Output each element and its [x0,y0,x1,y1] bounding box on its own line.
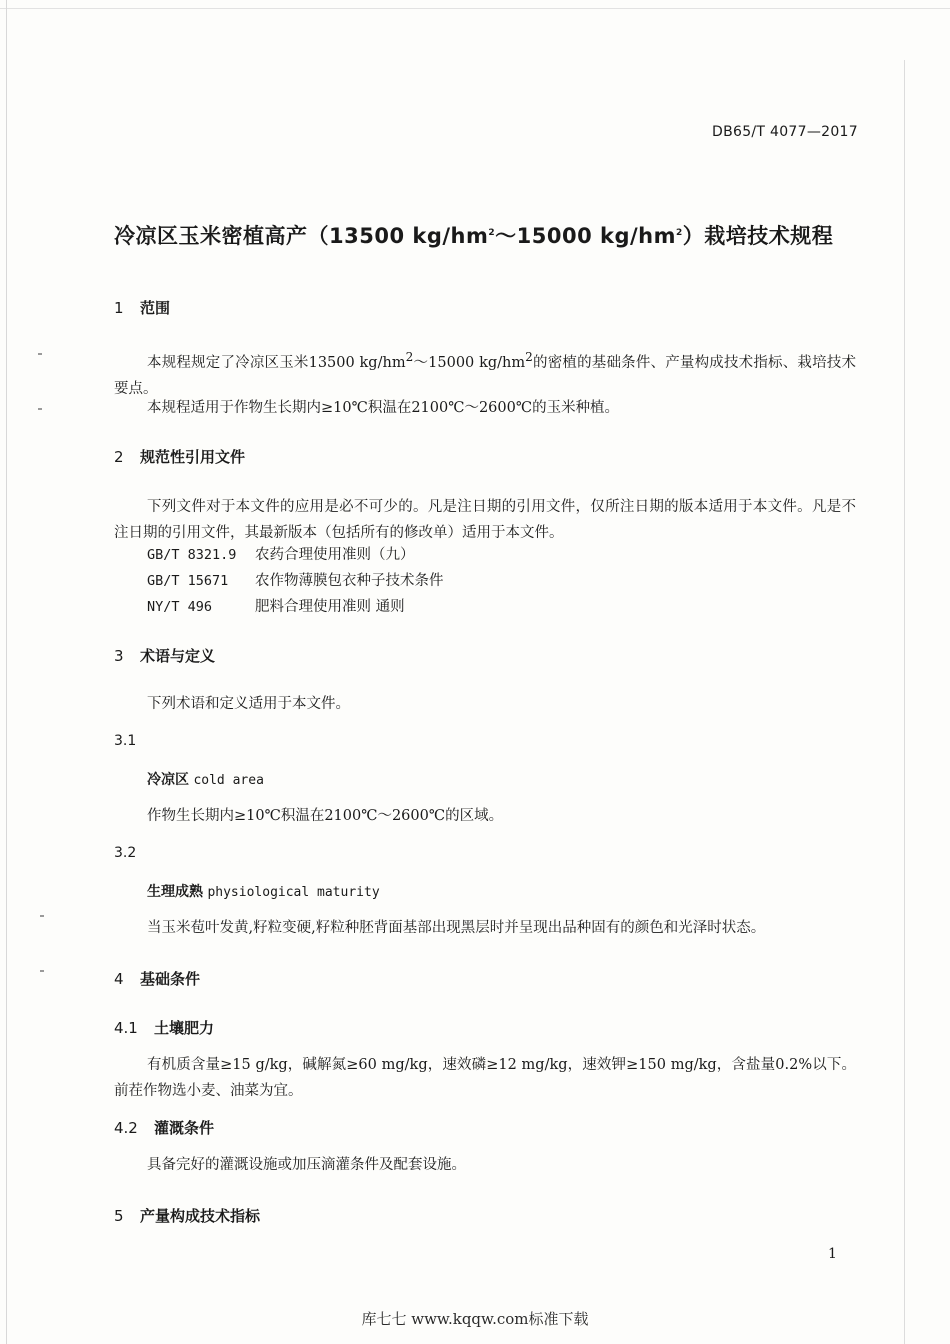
subsection-4-2-heading [114,1117,214,1138]
section-number: 5 [114,1207,124,1225]
subsection-4-1-paragraph: 有机质含量≥15 g/kg，碱解氮≥60 mg/kg，速效磷≥12 mg/kg，速效钾≥150 mg/kg，含盐量0.2%以下。前茬作物选小麦、油菜为宜。 [114,1057,856,1099]
page-edge-top [0,8,950,9]
section-2-paragraph: 下列文件对于本文件的应用是必不可少的。凡是注日期的引用文件，仅所注日期的版本适用于本文件。凡是不注日期的引用文件，其最新版本（包括所有的修改单）适用于本文件。 [114,499,856,541]
section-title: 规范性引用文件 [140,448,246,466]
reference-item [147,569,444,590]
term-number: 3.2 [114,845,137,861]
section-5-heading [114,1205,260,1226]
term-english: physiological maturity [207,885,380,900]
section-number: 3 [114,647,124,665]
section-4-heading [114,968,200,989]
reference-title: 农药合理使用准则（九） [255,547,415,563]
section-3-heading [114,645,215,666]
title-suffix: ）栽培技术规程 [682,224,834,248]
scan-speck [40,915,44,917]
footer-watermark-text: 库七七 www.kqqw.com标准下载 [361,1310,589,1328]
page-edge-left [6,0,7,1344]
section-3-paragraph: 下列术语和定义适用于本文件。 [147,696,350,712]
reference-title: 农作物薄膜包衣种子技术条件 [255,573,444,589]
title-superscript-2: 2 [676,228,683,238]
term-heading [147,769,264,789]
reference-code: GB/T 15671 [147,573,229,589]
scan-speck [40,970,44,972]
section-title: 基础条件 [140,970,201,988]
term-english: cold area [193,773,264,788]
term-number: 3.1 [114,733,137,749]
standard-code: DB65/T 4077—2017 [712,124,858,140]
term-chinese: 生理成熟 [147,884,203,900]
section-number: 1 [114,299,124,317]
section-2-heading [114,446,245,467]
section-title: 术语与定义 [140,647,216,665]
subsection-number: 4.1 [114,1019,138,1037]
scan-speck [38,408,42,410]
reference-item [147,595,405,616]
title-prefix: 冷凉区玉米密植高产（13500 kg/hm [114,224,489,248]
reference-code: NY/T 496 [147,599,213,615]
page-number: 1 [828,1246,837,1262]
title-middle: ～15000 kg/hm [495,224,677,248]
term-heading [147,881,380,901]
section-title: 范围 [140,299,171,317]
subsection-title: 灌溉条件 [154,1119,215,1137]
page-edge-right [904,60,905,1344]
subsection-title: 土壤肥力 [154,1019,215,1037]
title-superscript-1: 2 [488,228,496,238]
term-definition: 作物生长期内≥10℃积温在2100℃～2600℃的区域。 [147,808,504,824]
scan-speck [38,353,42,355]
term-chinese: 冷凉区 [147,772,189,788]
section-number: 2 [114,448,124,466]
section-1-heading [114,297,170,318]
reference-code: GB/T 8321.9 [147,547,237,563]
document-title [114,220,833,250]
section-1-paragraph-2: 本规程适用于作物生长期内≥10℃积温在2100℃～2600℃的玉米种植。 [147,400,620,416]
reference-title: 肥料合理使用准则 通则 [255,599,405,615]
term-definition: 当玉米苞叶发黄,籽粒变硬,籽粒种胚背面基部出现黑层时并呈现出品种固有的颜色和光泽时状态。 [147,920,766,936]
reference-item [147,543,415,564]
subsection-4-2-paragraph: 具备完好的灌溉设施或加压滴灌条件及配套设施。 [147,1157,466,1173]
subsection-4-1-heading [114,1017,214,1038]
section-title: 产量构成技术指标 [140,1207,261,1225]
section-1-paragraph-1: 本规程规定了冷凉区玉米13500 $kg/hm^2\sim 15000$ $kg/hm^2$的密植的基础条件、产量构成技术指标、栽培技术要点。 [114,350,857,397]
subsection-number: 4.2 [114,1119,138,1137]
section-number: 4 [114,970,124,988]
